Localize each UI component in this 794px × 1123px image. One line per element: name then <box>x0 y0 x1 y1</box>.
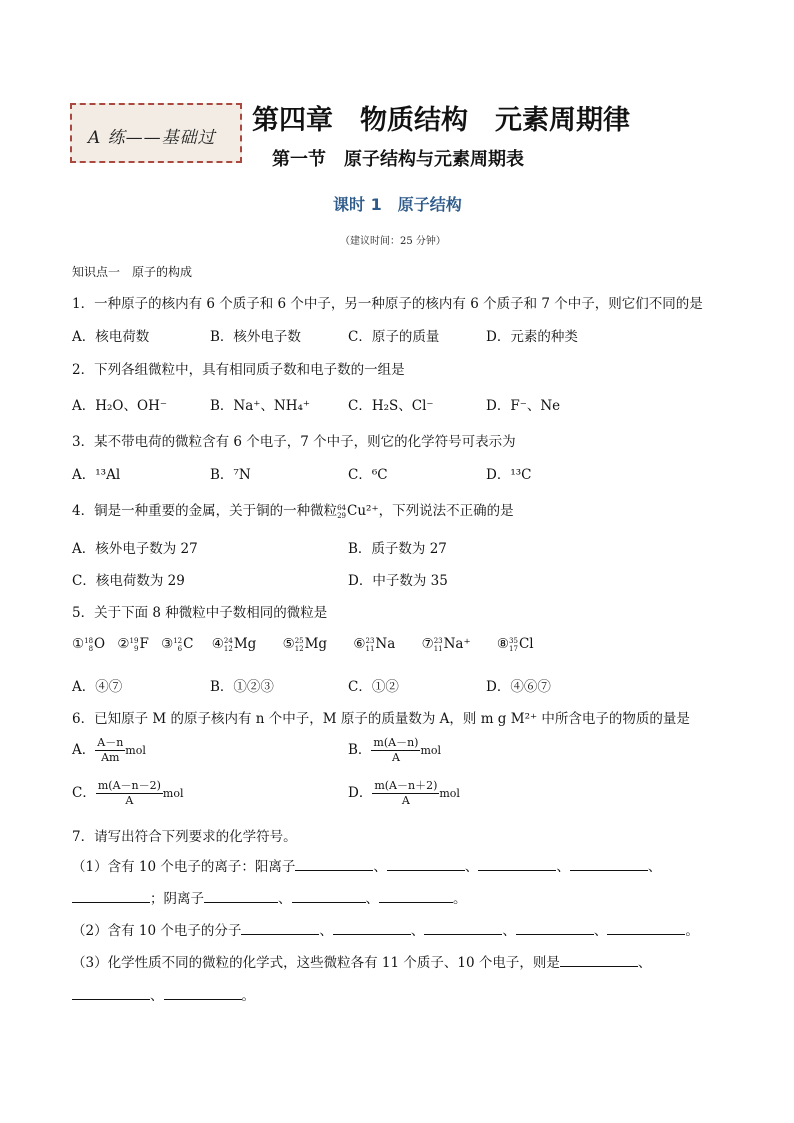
q4-nuclide <box>337 503 378 520</box>
answer-blank[interactable] <box>424 922 502 935</box>
q7-part3-line1: （3）化学性质不同的微粒的化学式，这些微粒各有 11 个质子、10 个电子，则是 、 <box>72 955 652 971</box>
q4-option-a: A．核外电子数为 27 <box>72 541 198 557</box>
q7-part2: （2）含有 10 个电子的分子 、 、 、 、 。 <box>72 923 699 939</box>
q3-stem: 3．某不带电荷的微粒含有 6 个电子，7 个中子，则它的化学符号可表示为 <box>72 434 516 450</box>
answer-blank[interactable] <box>241 922 319 935</box>
q5-particle: ① 18 8 O <box>72 636 106 653</box>
q2-stem: 2．下列各组微粒中，具有相同质子数和电子数的一组是 <box>72 362 405 378</box>
answer-blank[interactable] <box>333 922 411 935</box>
q4-option-d: D．中子数为 35 <box>348 573 448 589</box>
lesson-title: 课时 1 原子结构 <box>333 195 462 214</box>
q1-option-a: A．核电荷数 <box>72 329 150 345</box>
q7-part3-line2: 、 。 <box>72 984 255 1004</box>
answer-blank[interactable] <box>295 858 373 871</box>
answer-blank[interactable] <box>478 858 556 871</box>
q5-stem: 5．关于下面 8 种微粒中子数相同的微粒是 <box>72 605 328 621</box>
q6-d-fraction: $\frac{m(A-n+2)}{A}$ <box>374 779 438 807</box>
q6-stem-post: 中所含电子的物质的量是 <box>537 711 690 727</box>
answer-blank[interactable] <box>204 890 278 903</box>
q1-option-b: B．核外电子数 <box>210 329 301 345</box>
q5-option-d: D．④⑥⑦ <box>486 679 551 695</box>
q5-particle: ② 19 9 F <box>117 636 149 653</box>
answer-blank[interactable] <box>516 922 594 935</box>
q6-c-fraction: $\frac{m(A-n-2)}{A}$ <box>97 779 161 807</box>
q5-option-b: B．①②③ <box>210 679 274 695</box>
q6-a-fraction: $\frac{A-n}{Am}$ <box>97 736 124 764</box>
q5-particle: ⑤ 25 12 Mg <box>282 636 328 653</box>
q4-option-c: C．核电荷数为 29 <box>72 573 185 589</box>
q3-option-c: C．⁶C <box>348 467 388 483</box>
q6-option-d: D． $\frac{m(A-n+2)}{A}$ mol <box>348 779 460 807</box>
q7-part1-line1: （1）含有 10 个电子的离子：阳离子 、 、 、 、 <box>72 859 662 875</box>
q5-particle: ④ 24 12 Mg <box>211 636 257 653</box>
q2-option-b: B．Na⁺、NH₄⁺ <box>210 398 311 414</box>
answer-blank[interactable] <box>570 858 648 871</box>
q4-z: 29 <box>337 511 347 520</box>
q4-symbol: Cu²⁺ <box>347 503 379 519</box>
q3-option-a: A．¹³Al <box>72 467 121 483</box>
q6-ion: M²⁺ <box>510 711 538 727</box>
answer-blank[interactable] <box>164 987 242 1000</box>
answer-blank[interactable] <box>72 890 150 903</box>
q7-part1-line2: ；阴离子 、 、 。 <box>72 887 467 907</box>
q6-option-c: C． $\frac{m(A-n-2)}{A}$ mol <box>72 779 184 807</box>
q6-stem <box>72 707 690 727</box>
q5-particle: ⑦ 23 11 Na⁺ <box>421 636 471 653</box>
q2-option-a: A．H₂O、OH⁻ <box>72 398 167 414</box>
q4-stem-post: ，下列说法不正确的是 <box>378 503 514 519</box>
q5-option-a: A．④⑦ <box>72 679 123 695</box>
answer-blank[interactable] <box>72 987 150 1000</box>
topic-heading: 知识点一 原子的构成 <box>72 265 193 279</box>
badge-label: A 练——基础过 <box>88 128 216 148</box>
q5-particle: ⑧ 35 17 Cl <box>496 636 534 653</box>
q4-option-b: B．质子数为 27 <box>348 541 447 557</box>
q6-stem-pre: 6．已知原子 M 的原子核内有 n 个中子，M 原子的质量数为 A，则 m g <box>72 711 511 727</box>
q6-option-a: A． $\frac{A-n}{Am}$ mol <box>72 736 146 764</box>
q1-option-d: D．元素的种类 <box>486 329 578 345</box>
q4-stem-pre: 4．铜是一种重要的金属，关于铜的一种微粒 <box>72 503 338 519</box>
q5-particle: ⑥ 23 11 Na <box>353 636 396 653</box>
q3-option-b: B．⁷N <box>210 467 251 483</box>
answer-blank[interactable] <box>292 890 366 903</box>
time-note: （建议时间：25 分钟） <box>340 236 446 247</box>
q2-option-d: D．F⁻、Ne <box>486 398 561 414</box>
q1-stem: 1．一种原子的核内有 6 个质子和 6 个中子，另一种原子的核内有 6 个质子和 7 个中子，则它们不同的是 <box>72 296 703 312</box>
q7-stem: 7．请写出符合下列要求的化学符号。 <box>72 829 297 845</box>
q4-stem <box>72 499 514 520</box>
q3-option-d: D．¹³C <box>486 467 532 483</box>
q6-option-b: B． $\frac{m(A-n)}{A}$ mol <box>348 736 442 764</box>
q2-option-c: C．H₂S、Cl⁻ <box>348 398 434 414</box>
section-title: 第一节 原子结构与元素周期表 <box>272 149 524 170</box>
chapter-title: 第四章 物质结构 元素周期律 <box>252 105 630 136</box>
q5-particle: ③ 12 6 C <box>161 636 194 653</box>
section-badge <box>70 103 242 163</box>
q4-mass: 64 <box>337 503 347 512</box>
q1-option-c: C．原子的质量 <box>348 329 440 345</box>
answer-blank[interactable] <box>387 858 465 871</box>
answer-blank[interactable] <box>379 890 453 903</box>
q5-option-c: C．①② <box>348 679 399 695</box>
answer-blank[interactable] <box>607 922 685 935</box>
answer-blank[interactable] <box>560 954 638 967</box>
q6-b-fraction: $\frac{m(A-n)}{A}$ <box>373 736 419 764</box>
q5-particles <box>72 636 534 653</box>
